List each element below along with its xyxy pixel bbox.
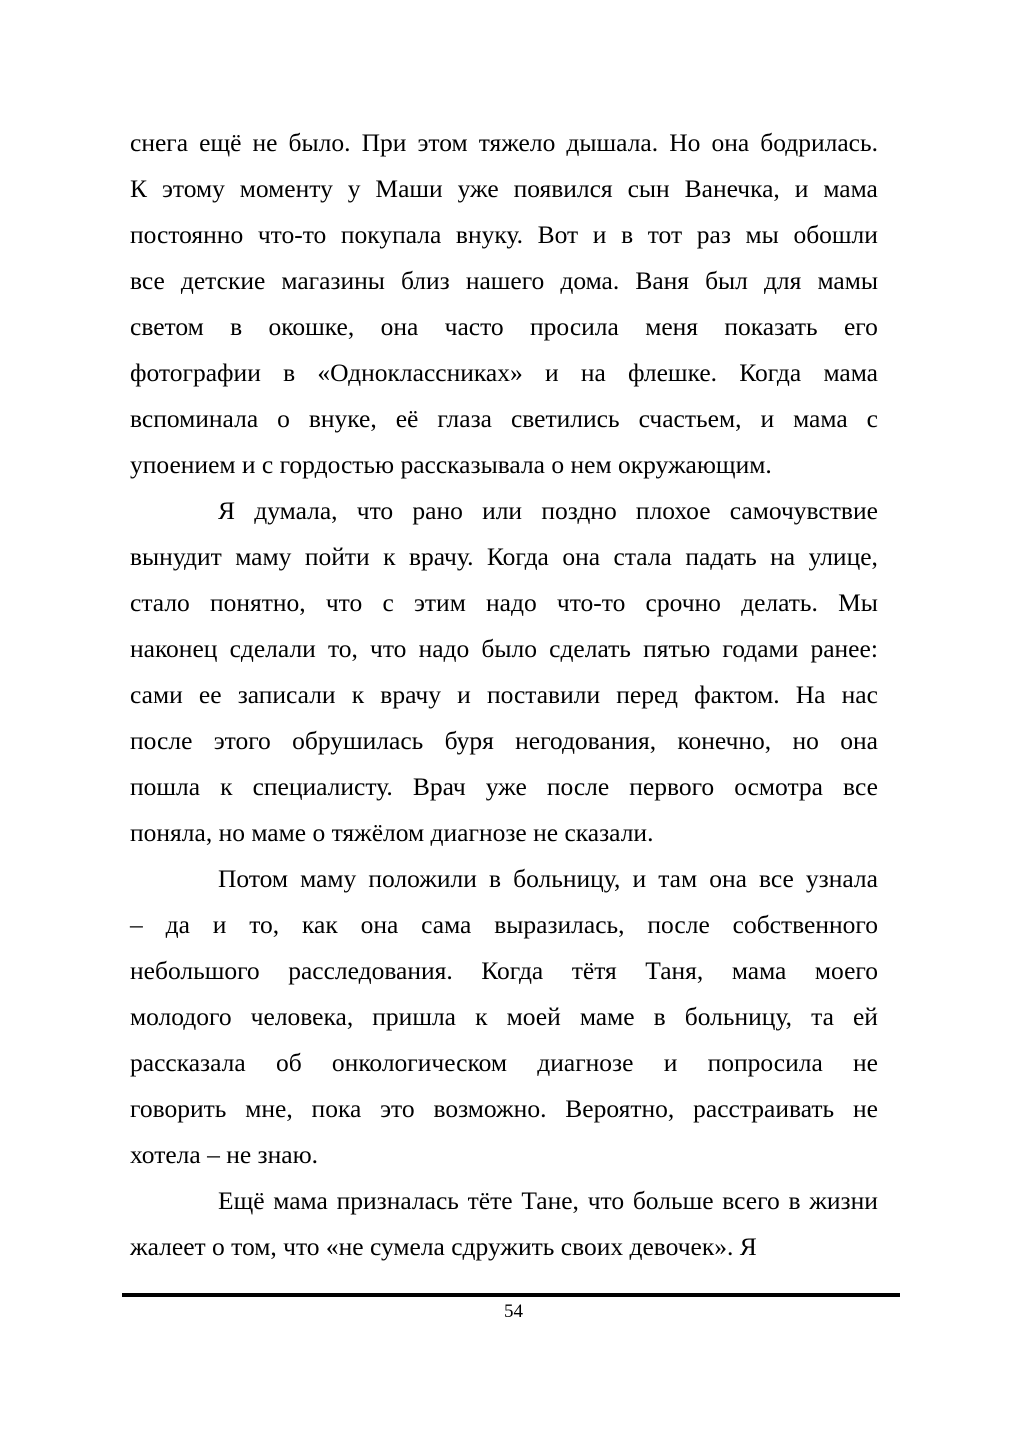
text-line: сами ее записали к врачу и поставили перед фактом. На нас [130,680,878,709]
text-line: жалеет о том, что «не сумела сдружить своих девочек». Я [130,1232,757,1261]
text-line: поняла, но маме о тяжёлом диагнозе не сказали. [130,818,654,847]
text-line: постоянно что-то покупала внуку. Вот и в тот раз мы обошли [130,220,878,249]
text-line: фотографии в «Одноклассниках» и на флешке. Когда мама [130,358,878,387]
text-line: говорить мне, пока это возможно. Вероятно, расстраивать не [130,1094,878,1123]
paragraph-first-line: Ещё мама призналась тёте Тане, что больше всего в жизни [218,1186,878,1215]
text-line: небольшого расследования. Когда тётя Таня, мама моего [130,956,878,985]
text-line: хотела – не знаю. [130,1140,319,1169]
text-line: все детские магазины близ нашего дома. Ваня был для мамы [130,266,878,295]
text-line: после этого обрушилась буря негодования, конечно, но она [130,726,878,755]
text-line: наконец сделали то, что надо было сделать пятью годами ранее: [130,634,878,663]
paragraph-first-line: Я думала, что рано или поздно плохое самочувствие [218,496,878,525]
text-line: рассказала об онкологическом диагнозе и попросила не [130,1048,878,1077]
text-line: упоением и с гордостью рассказывала о нем окружающим. [130,450,772,479]
text-line: светом в окошке, она часто просила меня показать его [130,312,878,341]
text-line: снега ещё не было. При этом тяжело дышала. Но она бодрилась. [130,128,878,157]
footer-separator-rule [122,1293,900,1297]
text-line: вспоминала о внуке, её глаза светились счастьем, и мама с [130,404,878,433]
text-line: молодого человека, пришла к моей маме в больницу, та ей [130,1002,878,1031]
text-line: стало понятно, что с этим надо что-то срочно делать. Мы [130,588,878,617]
text-line: пошла к специалисту. Врач уже после первого осмотра все [130,772,878,801]
text-line: – да и то, как она сама выразилась, после собственного [130,910,878,939]
text-line: К этому моменту у Маши уже появился сын Ванечка, и мама [130,174,878,203]
page-body-text [130,120,878,1270]
paragraph-first-line: Потом маму положили в больницу, и там она все узнала [218,864,878,893]
text-line: вынудит маму пойти к врачу. Когда она стала падать на улице, [130,542,878,571]
page-number: 54 [504,1301,523,1322]
